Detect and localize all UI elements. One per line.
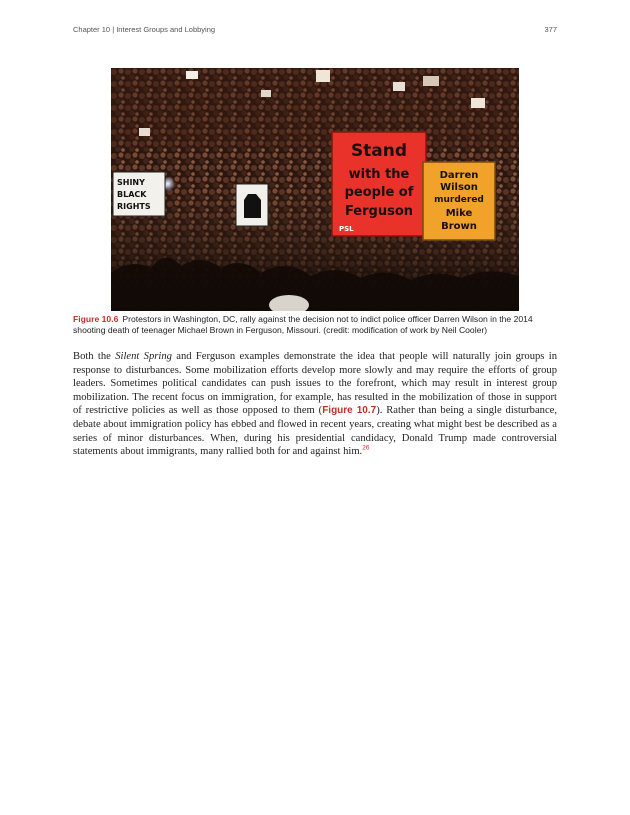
stand-sign-footer: PSL bbox=[339, 225, 354, 233]
figure-10-7-link[interactable]: Figure 10.7 bbox=[322, 405, 377, 417]
paragraph-text-1: Both the bbox=[73, 351, 116, 362]
darren-wilson-sign bbox=[423, 162, 495, 240]
wilson-sign-line2: Wilson bbox=[440, 182, 478, 193]
stand-sign-line1: Stand bbox=[350, 141, 408, 161]
left-sign-line1: SHINY bbox=[117, 178, 145, 187]
stand-sign-line2: with the bbox=[348, 167, 410, 182]
caption-text: Protestors in Washington, DC, rally against the decision not to indict police officer Darren Wilson in the 2014 shooting death of teenager Michael Brown in Ferguson, Missouri. (credit: modification of work by Neil Cooler) bbox=[73, 314, 533, 335]
wilson-sign-line4: Mike bbox=[445, 208, 473, 219]
body-paragraph bbox=[73, 350, 557, 459]
paragraph-text-2: and Ferguson examples demonstrate the idea that people will naturally join groups in response to disturbances. Some mobilization efforts develop more slowly and may require the efforts of group leaders. Sometimes political candidates can push issues to the forefront, which may result in interest group mobilization. The recent focus on immigration, for example, has resulted in the mobilization of those in support of restrictive policies as well as those opposed to them ( bbox=[73, 351, 557, 417]
footnote-26-link[interactable]: 26 bbox=[362, 444, 370, 452]
paragraph-text-3: ). Rather than being a single disturbance, debate about immigration policy has ebbed and flowed in recent years, creating what might best be described as a series of minor disturbances. When, during his presidential candidacy, Donald Trump made controversial statements about immigrants, many rallied both for and against him. bbox=[73, 405, 557, 458]
stand-with-ferguson-sign bbox=[332, 132, 426, 236]
page-number: 377 bbox=[544, 25, 557, 34]
left-protest-sign bbox=[113, 172, 165, 216]
wilson-sign-line3: murdered bbox=[434, 195, 484, 205]
running-header bbox=[73, 25, 557, 37]
figure-photo bbox=[111, 68, 519, 311]
figure-caption bbox=[73, 314, 557, 336]
protest-photo-illustration bbox=[111, 68, 519, 311]
left-sign-line3: RIGHTS bbox=[117, 202, 151, 211]
fist-sign bbox=[236, 184, 268, 226]
stand-sign-line3: people of bbox=[344, 185, 414, 200]
wilson-sign-line1: Darren bbox=[439, 170, 479, 181]
book-title: Silent Spring bbox=[115, 351, 172, 362]
chapter-title: Chapter 10 | Interest Groups and Lobbying bbox=[73, 25, 216, 34]
wilson-sign-line5: Brown bbox=[441, 221, 477, 232]
figure-label: Figure 10.6 bbox=[73, 314, 119, 324]
left-sign-line2: BLACK bbox=[117, 190, 147, 199]
stand-sign-line4: Ferguson bbox=[344, 204, 414, 219]
